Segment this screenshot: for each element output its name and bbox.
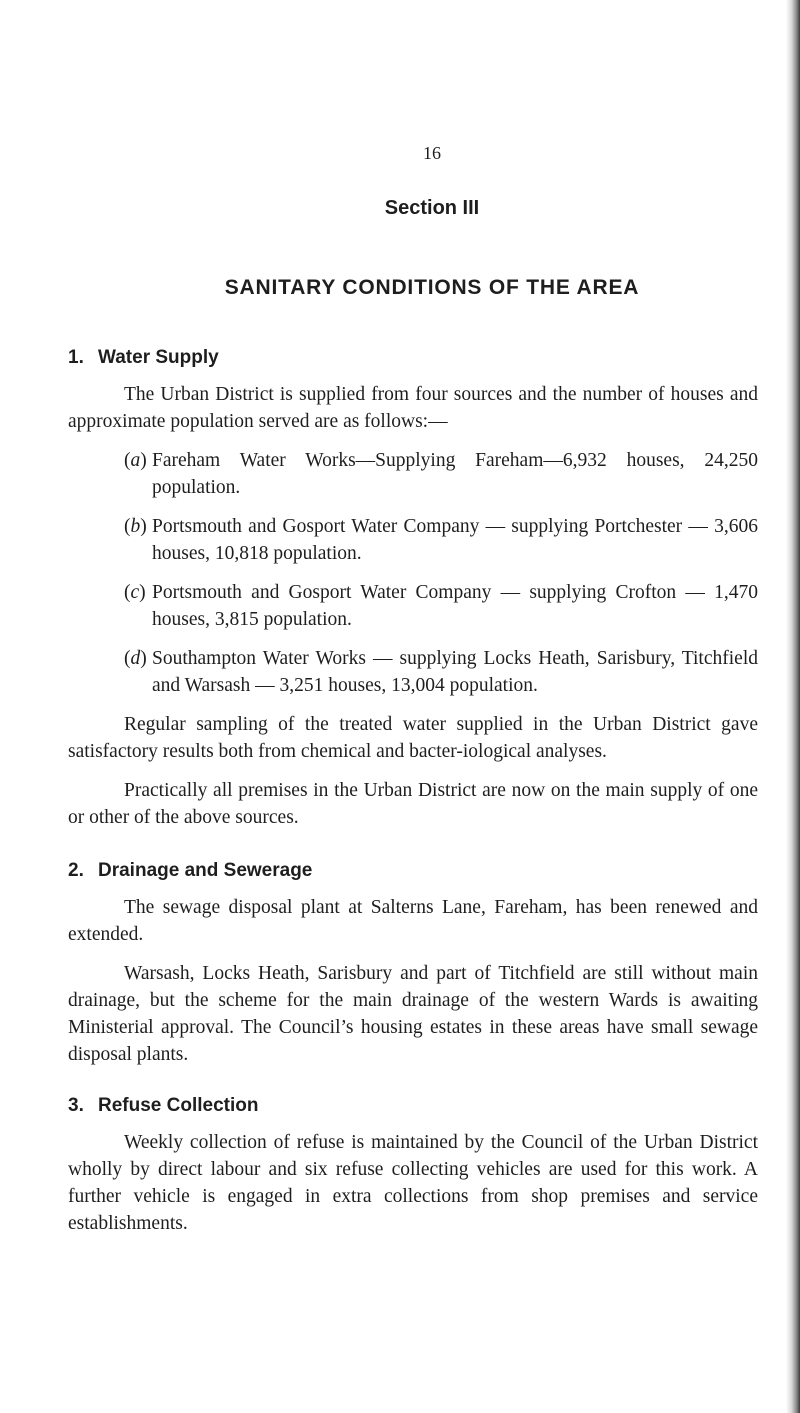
list-item-label: (a) bbox=[124, 450, 147, 471]
paragraph: Regular sampling of the treated water supplied in the Urban District gave satisfactory results both from chemical and bacter-iological analyses. bbox=[68, 714, 758, 762]
section-heading-refuse-collection bbox=[68, 1092, 758, 1119]
section-heading-water-supply bbox=[68, 344, 758, 371]
paragraph: Weekly collection of refuse is maintained by the Council of the Urban District wholly by direct labour and six refuse collecting vehicles are used for this work. A further vehicle is engaged in extra collections from shop premises and service establishments. bbox=[68, 1132, 758, 1234]
list-item bbox=[68, 579, 758, 633]
section-number: 2. bbox=[68, 860, 84, 881]
page-number: 16 bbox=[423, 143, 441, 163]
list-item-label: (d) bbox=[124, 648, 147, 669]
document-body bbox=[68, 344, 758, 1249]
section-number: 1. bbox=[68, 347, 84, 368]
list-item-text: Fareham Water Works—Supplying Fareham—6,932 houses, 24,250 population. bbox=[152, 450, 758, 498]
paragraph: The Urban District is supplied from four sources and the number of houses and approximate population served are as follows:— bbox=[68, 384, 758, 432]
list-item-text: Portsmouth and Gosport Water Company — supplying Portchester — 3,606 houses, 10,818 population. bbox=[152, 516, 758, 564]
list-item bbox=[68, 645, 758, 699]
list-item bbox=[68, 447, 758, 501]
paragraph: The sewage disposal plant at Salterns Lane, Fareham, has been renewed and extended. bbox=[68, 897, 758, 945]
paragraph: Warsash, Locks Heath, Sarisbury and part of Titchfield are still without main drainage, but the scheme for the main drainage of the western Wards is awaiting Ministerial approval. The Council’s housing estates in these areas have small sewage disposal plants. bbox=[68, 963, 758, 1065]
section-number: 3. bbox=[68, 1095, 84, 1116]
list-item-label: (c) bbox=[124, 582, 146, 603]
page-title: SANITARY CONDITIONS OF THE AREA bbox=[224, 276, 640, 299]
section-label: Section III bbox=[384, 197, 480, 219]
list-item-text: Southampton Water Works — supplying Locks Heath, Sarisbury, Titchfield and Warsash — 3,251 houses, 13,004 population. bbox=[152, 648, 758, 696]
section-heading-text: Drainage and Sewerage bbox=[98, 860, 313, 881]
section-heading-text: Water Supply bbox=[98, 347, 219, 368]
list-item-label: (b) bbox=[124, 516, 147, 537]
section-heading-text: Refuse Collection bbox=[98, 1095, 259, 1116]
section-heading-drainage bbox=[68, 857, 758, 884]
paragraph: Practically all premises in the Urban District are now on the main supply of one or other of the above sources. bbox=[68, 780, 758, 828]
list-item bbox=[68, 513, 758, 567]
list-item-text: Portsmouth and Gosport Water Company — supplying Crofton — 1,470 houses, 3,815 population. bbox=[152, 582, 758, 630]
